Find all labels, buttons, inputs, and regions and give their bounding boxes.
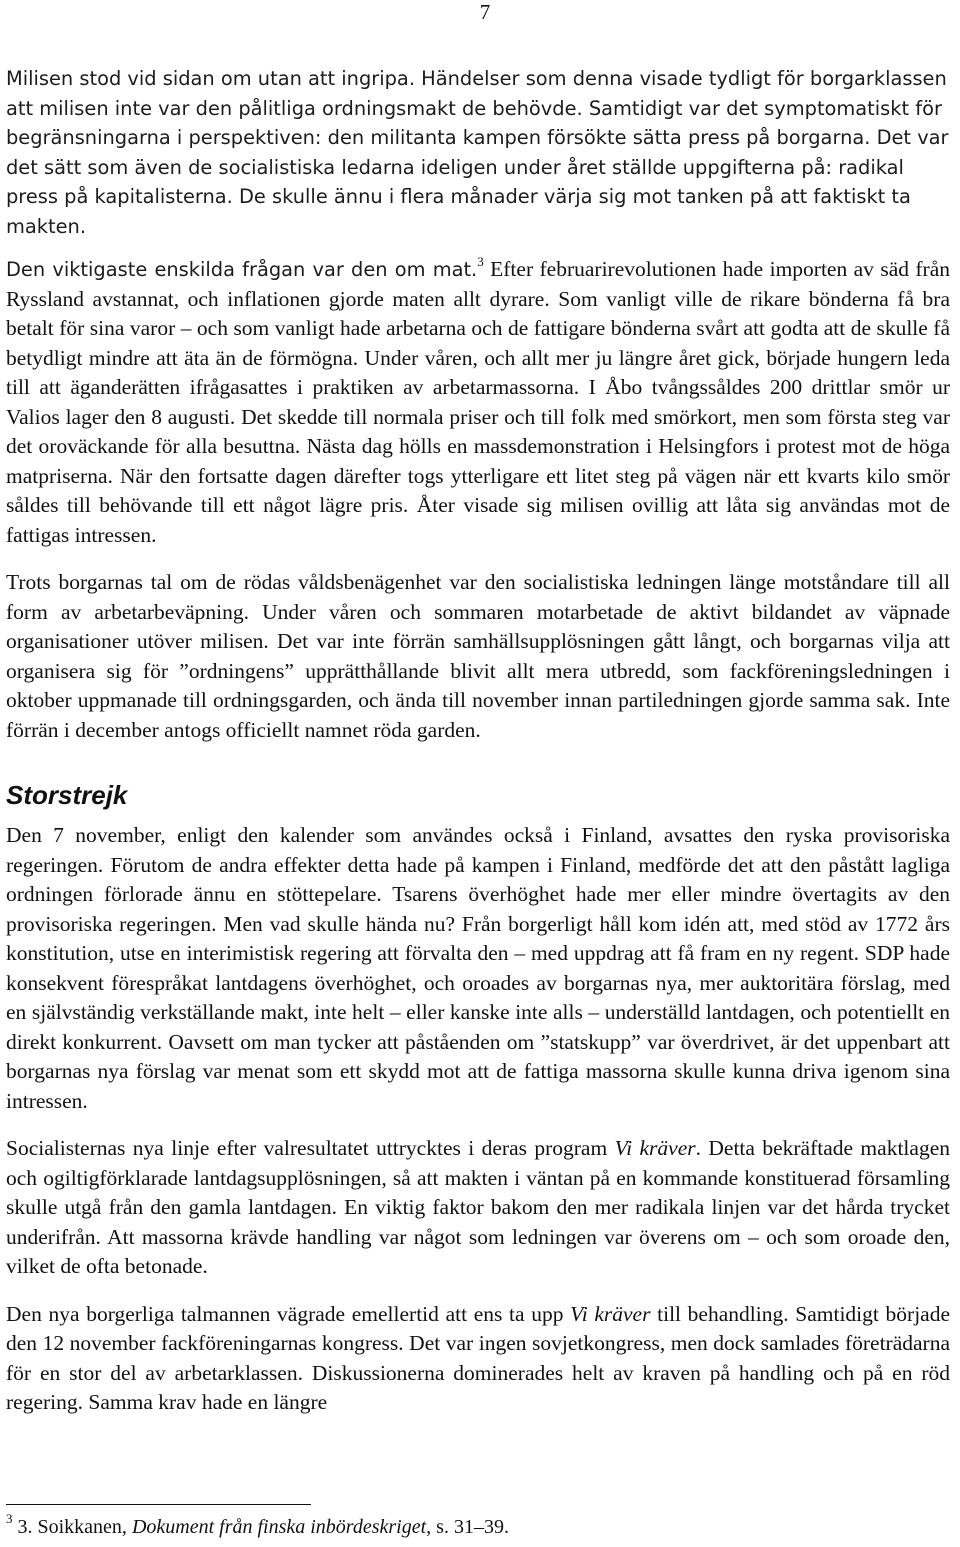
program-title-2: Vi kräver: [570, 1301, 651, 1326]
speaker-text-a: Den nya borgerliga talmannen vägrade emellertid att ens ta upp: [6, 1301, 571, 1326]
paragraph-november: Den 7 november, enligt den kalender som användes också i Finland, avsattes den ryska provisoriska regeringen. Förutom de andra effekter detta hade på kampen i Finland, medförde det att den påstått lagliga ordningen förlorade ännu en stöttepelare. Tsarens överhöghet hade mer eller mindre övertagits av den provisoriska regeringen. Men vad skulle hända nu? Från borgerligt håll kom idén att, med stöd av 1772 års konstitution, utse en interimistisk regering att förvalta den – med uppdrag att få fram en ny regent. SDP hade konsekvent förespråkat lantdagens överhöghet, och oroades av borgarnas nya, mer auktoritära förslag, med en självständig verkställande makt, inte helt – eller kanske inte alls – underställd lantdagen, och potentiellt en direkt konkurrent. Oavsett om man tycker att påståenden om ”statskupp” var överdrivet, är det uppenbart att borgarnas nya förslag var menat som ett skydd mot att de fattiga massorna skulle kunna driva igenom sina intressen.: [6, 823, 950, 1113]
paragraph-milisen: Milisen stod vid sidan om utan att ingripa. Händelser som denna visade tydligt för borgarklassen att milisen inte var den pålitliga ordningsmakt de behövde. Samtidigt var det symptomatiskt för begränsningarna i perspektiven: den militanta kampen försökte sätta press på borgarna. Det var det sätt som även de socialistiska ledarna ideligen under året ställde uppgifterna på: radikal press på kapitalisterna. De skulle ännu i flera månader värja sig mot tanken på att faktiskt ta makten.: [6, 67, 949, 238]
footnote-text-b: , s. 31–39.: [426, 1516, 509, 1538]
socialists-text-a: Socialisternas nya linje efter valresultatet uttrycktes i deras program: [6, 1136, 615, 1160]
paragraph-arming: Trots borgarnas tal om de rödas våldsbenägenhet var den socialistiska ledningen länge motståndare till all form av arbetarbeväpning. Under våren och sommaren motarbetade de aktivt bildandet av väpnade organisationer utöver milisen. Det var inte förrän samhällsupplösningen gått långt, och borgarnas vilja att organisera sig för ”ordningens” upprätthållande blivit allt mera utbredd, som fackföreningsledningen i oktober uppmanade till ordningsgarden, och ända till november innan partiledningen gjorde samma sak. Inte förrän i december antogs officiellt namnet röda garden.: [6, 570, 950, 742]
paragraph-speaker: [6, 1300, 950, 1418]
section-heading: Storstrejk: [6, 780, 128, 810]
footnote-divider: [6, 1504, 311, 1505]
body-text: [6, 64, 950, 1436]
page-number: 7: [479, 0, 491, 24]
socialists-text-b: . Detta bekräftade maktlagen och ogiltigförklarade lantdagsupplösningen, så att makten i väntan på en kommande konstituerad församling skulle utgå från den gamla lantdagen. En viktig faktor bakom den mer radikala linjen var det hårda trycket underifrån. Att massorna krävde handling var något som ledningen var överens om – och som oroade den, vilket de ofta betonade.: [6, 1136, 950, 1278]
food-lead: Den viktigaste enskilda frågan var den om mat.: [6, 258, 478, 281]
footnote-ref[interactable]: 3: [477, 253, 484, 269]
food-rest: Efter februarirevolutionen hade importen av säd från Ryssland avstannat, och inflationen gjorde maten allt dyrare. Som vanligt ville de rikare bönderna få bra betalt för sina varor – och som vanligt hade arbetarna och de fattigare bönderna svårt att godta att de skulle få betydligt mindre att äta än de förmögna. Under våren, och allt mer ju längre året gick, började hungern leda till att äganderätten ifrågasattes i praktiken av arbetarmassorna. I Åbo tvångssåldes 200 drittlar smör ur Valios lager den 8 augusti. Det skedde till normala priser och till folk med smörkort, men som första steg var det oroväckande för alla besuttna. Nästa dag hölls en massdemonstration i Helsingfors i protest mot de höga matpriserna. När den fortsatte dagen därefter togs ytterligare ett litet steg på vägen när ett kvarts kilo smör såldes till behövande till ett något lägre pris. Åter visade sig milisen ovillig att låta sig användas mot de fattigas intressen.: [6, 257, 950, 547]
paragraph-socialists: [6, 1134, 950, 1282]
paragraph-food: [6, 255, 950, 550]
program-title: Vi kräver: [614, 1136, 696, 1160]
footnote: [6, 1511, 509, 1540]
footnote-mark: 3: [6, 1511, 13, 1527]
footnote-text-a: 3. Soikkanen,: [12, 1516, 132, 1538]
footnote-source-title: Dokument från finska inbördeskriget: [131, 1516, 427, 1538]
speaker-text-b: till behandling. Samtidigt började den 12 november fackföreningarnas kongress. Det var ingen sovjetkongress, men dock samlades företrädarna för en stor del av arbetarklassen. Diskussionerna dominerades helt av kraven på handling och på en röd regering. Samma krav hade en längre: [6, 1301, 951, 1414]
